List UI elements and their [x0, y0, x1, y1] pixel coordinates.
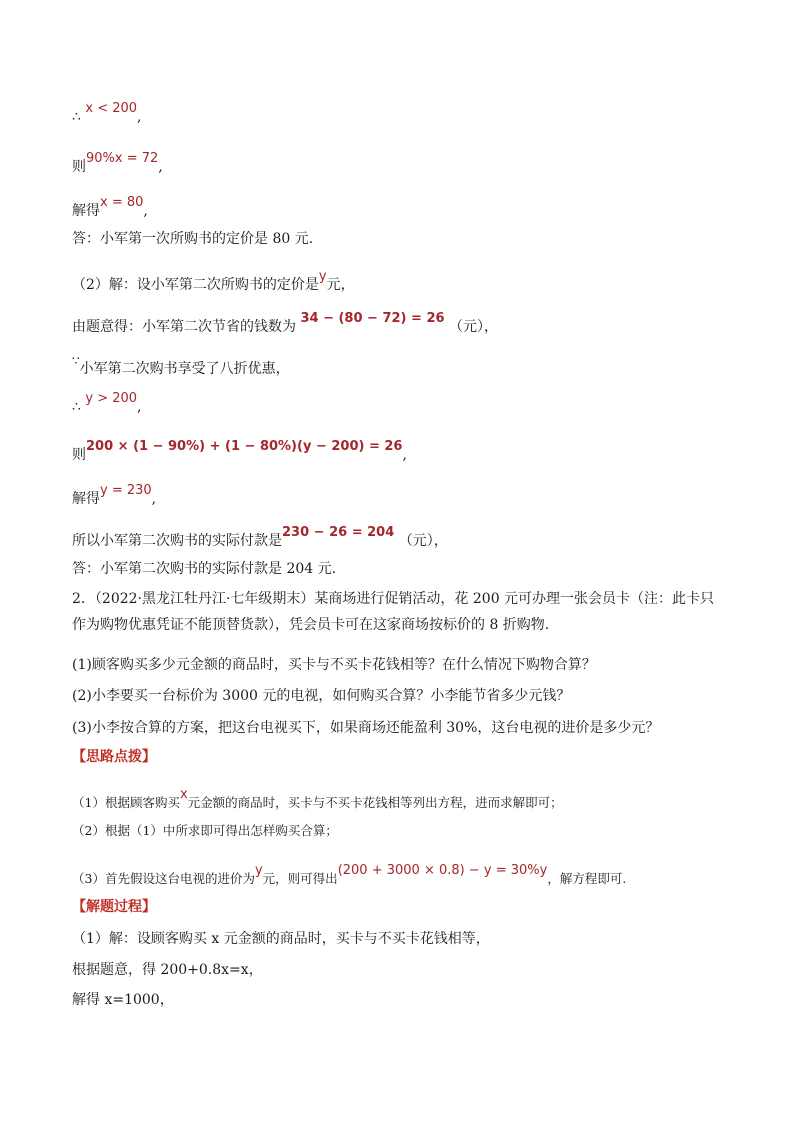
process-step-3: 解得 x=1000， — [72, 992, 174, 1008]
because-text: 小军第二次购书享受了八折优惠， — [79, 361, 290, 377]
hint-3 — [72, 863, 627, 889]
math-saved: 34 − (80 − 72) = 26 — [300, 311, 445, 326]
then-label: 则 — [72, 447, 86, 463]
process-heading: 【解题过程】 — [72, 899, 156, 915]
question-3: (3)小李按合算的方案，把这台电视买下，如果商场还能盈利 30%，这台电视的进价是多少元？ — [72, 720, 660, 736]
hint-3-suffix: ，解方程即可. — [547, 871, 627, 886]
math-inequality: y > 200 — [85, 391, 138, 406]
intro-suffix: 元， — [326, 277, 355, 293]
hint-1 — [72, 787, 563, 813]
answer-line-2: 答：小军第二次购书的实际付款是 204 元. — [72, 561, 337, 577]
math-equation: (200 + 3000 × 0.8) − y = 30%y — [337, 863, 548, 878]
answer-line: 答：小军第一次所购书的定价是 80 元. — [72, 231, 314, 247]
then-label: 则 — [72, 159, 86, 175]
part2-intro — [72, 269, 355, 295]
hint-heading: 【思路点拨】 — [72, 749, 156, 765]
payment-text: 所以小军第二次购书的实际付款是 — [72, 533, 282, 549]
hint-1-prefix: （1）根据顾客购买 — [72, 795, 180, 810]
math-payment: 230 − 26 = 204 — [282, 525, 395, 540]
solve-label: 解得 — [72, 203, 100, 219]
math-var-x: x — [179, 787, 188, 802]
solve-line — [72, 195, 148, 221]
math-solution: y = 230 — [100, 483, 152, 498]
math-equation: 90%x = 72 — [86, 151, 159, 166]
therefore-symbol: ∴ — [72, 109, 81, 125]
process-step-1: （1）解：设顾客购买 x 元金额的商品时，买卡与不买卡花钱相等， — [72, 931, 490, 947]
solve-line-2 — [72, 483, 157, 509]
payment-suffix: （元）， — [398, 533, 448, 549]
hint-1-suffix: 元金额的商品时，买卡与不买卡花钱相等列出方程，进而求解即可； — [187, 795, 563, 810]
saved-suffix: （元）， — [449, 319, 498, 335]
punct: , — [402, 447, 407, 463]
equation-line-2 — [72, 439, 407, 465]
math-inequality: x < 200 — [85, 101, 138, 116]
hint-3-mid: 元，则可得出 — [262, 871, 338, 886]
punct: , — [137, 399, 142, 415]
math-equation: 200 × (1 − 90%) + (1 − 80%)(y − 200) = 26 — [86, 439, 403, 454]
saved-text: 由题意得：小军第二次节省的钱数为 — [72, 319, 296, 335]
hint-2: （2）根据（1）中所求即可得出怎样购买合算； — [72, 823, 338, 838]
since-line — [72, 101, 142, 127]
equation-line — [72, 151, 163, 177]
math-solution: x = 80 — [100, 195, 144, 210]
payment-line — [72, 525, 448, 551]
punct: , — [137, 109, 142, 125]
punct: , — [158, 159, 163, 175]
math-var-y: y — [318, 269, 327, 284]
math-var-y: y — [254, 863, 263, 878]
saved-line — [72, 311, 498, 337]
question-1: (1)顾客购买多少元金额的商品时，买卡与不买卡花钱相等？在什么情况下购物合算？ — [72, 657, 596, 673]
punct: , — [151, 491, 157, 507]
because-symbol: ∵ — [72, 354, 80, 368]
intro-text: （2）解：设小军第二次所购书的定价是 — [72, 277, 319, 293]
punct: , — [143, 203, 148, 219]
because-line — [72, 354, 290, 378]
question-2: (2)小李要买一台标价为 3000 元的电视，如何购买合算？小李能节省多少元钱？ — [72, 688, 571, 704]
therefore-symbol: ∴ — [72, 399, 81, 415]
problem-stem: 2．（2022·黑龙江牡丹江·七年级期末）某商场进行促销活动，花 200 元可办理一张会员卡（注：此卡只作为购物优惠凭证不能顶替货款），凭会员卡可在这家商场按标价的 8 折购物. — [72, 591, 715, 633]
therefore-line — [72, 391, 142, 417]
hint-3-prefix: （3）首先假设这台电视的进价为 — [72, 871, 255, 886]
solve-label: 解得 — [72, 491, 100, 507]
process-step-2: 根据题意，得 200+0.8x=x， — [72, 962, 263, 978]
